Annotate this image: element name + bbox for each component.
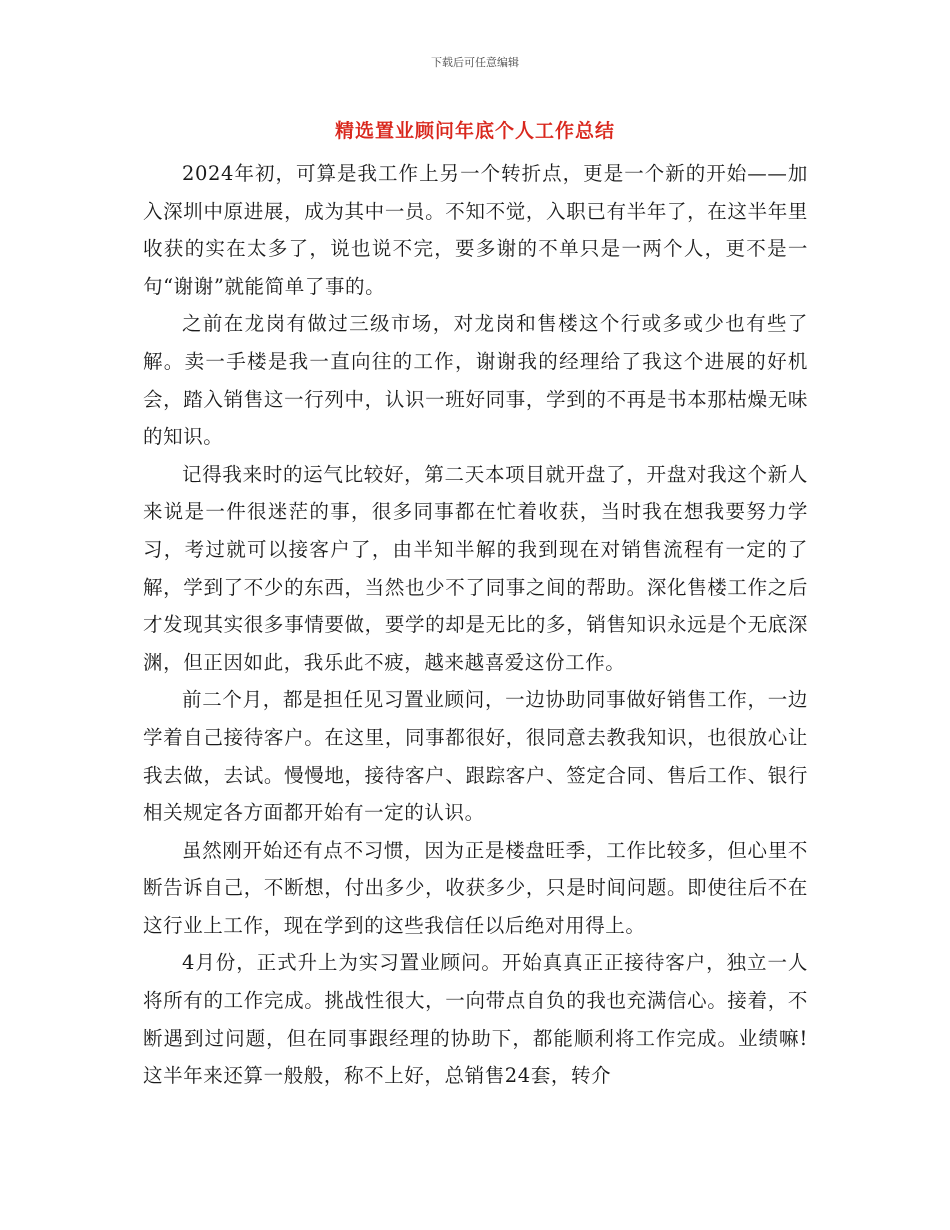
paragraph-1: 2024年初，可算是我工作上另一个转折点，更是一个新的开始——加入深圳中原进展，成为其中一员。不知不觉，入职已有半年了，在这半年里收获的实在太多了，说也说不完，要多谢的不单只是一两个人，更不是一句“谢谢”就能简单了事的。	[143, 162, 808, 298]
document-body	[143, 155, 808, 1095]
document-title: 精选置业顾问年底个人工作总结	[334, 120, 615, 142]
header-note: 下载后可任意编辑	[431, 56, 519, 69]
paragraph-5: 虽然刚开始还有点不习惯，因为正是楼盘旺季，工作比较多，但心里不断告诉自己，不断想，付出多少，收获多少，只是时间问题。即使往后不在这行业上工作，现在学到的这些我信任以后绝对用得上。	[143, 838, 808, 937]
paragraph-6: 4月份，正式升上为实习置业顾问。开始真真正正接待客户，独立一人将所有的工作完成。挑战性很大，一向带点自负的我也充满信心。接着，不断遇到过问题，但在同事跟经理的协助下，都能顺利将工作完成。业绩嘛!这半年来还算一般般，称不上好，总销售24套，转介	[143, 951, 808, 1088]
paragraph-4: 前二个月，都是担任见习置业顾问，一边协助同事做好销售工作，一边学着自己接待客户。在这里，同事都很好，很同意去教我知识，也很放心让我去做，去试。慢慢地，接待客户、跟踪客户、签定合同、售后工作、银行相关规定各方面都开始有一定的认识。	[143, 688, 808, 825]
paragraph-3: 记得我来时的运气比较好，第二天本项目就开盘了，开盘对我这个新人来说是一件很迷茫的事，很多同事都在忙着收获，当时我在想我要努力学习，考过就可以接客户了，由半知半解的我到现在对销售流程有一定的了解，学到了不少的东西，当然也少不了同事之间的帮助。深化售楼工作之后才发现其实很多事情要做，要学的却是无比的多，销售知识永远是个无底深渊，但正因如此，我乐此不疲，越来越喜爱这份工作。	[143, 462, 808, 674]
paragraph-2: 之前在龙岗有做过三级市场，对龙岗和售楼这个行或多或少也有些了解。卖一手楼是我一直向往的工作，谢谢我的经理给了我这个进展的好机会，踏入销售这一行列中，认识一班好同事，学到的不再是书本那枯燥无味的知识。	[143, 312, 808, 449]
